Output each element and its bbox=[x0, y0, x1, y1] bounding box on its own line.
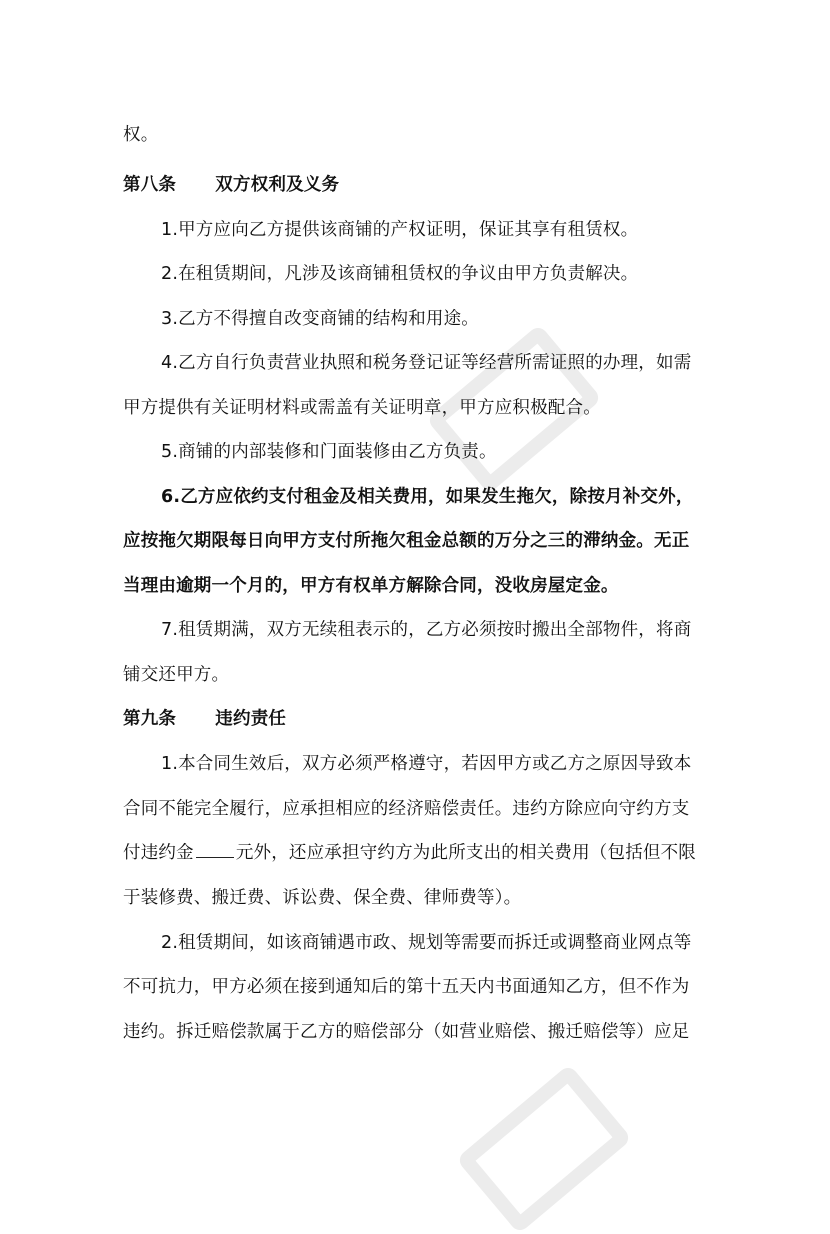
article-heading-8 bbox=[0, 173, 830, 197]
bold-paragraph-line: 6.乙方应依约支付租金及相关费用，如果发生拖欠，除按月补交外， bbox=[161, 487, 694, 507]
paragraph-line-with-blank: 付违约金 元外，还应承担守约方为此所支出的相关费用（包括但不限 bbox=[123, 843, 697, 863]
paragraph-line: 5.商铺的内部装修和门面装修由乙方负责。 bbox=[161, 442, 497, 462]
paragraph-line: 4.乙方自行负责营业执照和税务登记证等经营所需证照的办理，如需 bbox=[161, 353, 692, 373]
article-heading-9 bbox=[0, 707, 830, 731]
paragraph-line: 合同不能完全履行，应承担相应的经济赔偿责任。违约方除应向守约方支 bbox=[123, 799, 690, 819]
paragraph-line: 违约。拆迁赔偿款属于乙方的赔偿部分（如营业赔偿、搬迁赔偿等）应足 bbox=[123, 1022, 690, 1042]
paragraph-line: 3.乙方不得擅自改变商铺的结构和用途。 bbox=[161, 309, 479, 329]
article-number: 第九条 bbox=[123, 709, 177, 729]
paragraph-line: 7.租赁期满，双方无续租表示的，乙方必须按时搬出全部物件，将商 bbox=[161, 620, 692, 640]
paragraph-line: 甲方提供有关证明材料或需盖有关证明章，甲方应积极配合。 bbox=[123, 398, 601, 418]
bold-paragraph-line: 应按拖欠期限每日向甲方支付所拖欠租金总额的万分之三的滞纳金。无正 bbox=[123, 531, 690, 551]
paragraph-line: 2.租赁期间，如该商铺遇市政、规划等需要而拆迁或调整商业网点等 bbox=[161, 933, 692, 953]
paragraph-line: 1.本合同生效后，双方必须严格遵守，若因甲方或乙方之原因导致本 bbox=[161, 754, 692, 774]
bold-paragraph-line: 当理由逾期一个月的，甲方有权单方解除合同，没收房屋定金。 bbox=[123, 576, 619, 596]
article-title: 违约责任 bbox=[215, 709, 287, 729]
article-number: 第八条 bbox=[123, 175, 177, 195]
paragraph-line: 于装修费、搬迁费、诉讼费、保全费、律师费等）。 bbox=[123, 888, 522, 908]
paragraph-line: 2.在租赁期间，凡涉及该商铺租赁权的争议由甲方负责解决。 bbox=[161, 264, 639, 284]
paragraph-line: 权。 bbox=[123, 125, 159, 145]
paragraph-line: 铺交还甲方。 bbox=[123, 665, 230, 685]
paragraph-line: 不可抗力，甲方必须在接到通知后的第十五天内书面通知乙方，但不作为 bbox=[123, 977, 690, 997]
article-title: 双方权利及义务 bbox=[215, 175, 340, 195]
paragraph-line: 1.甲方应向乙方提供该商铺的产权证明，保证其享有租赁权。 bbox=[161, 220, 639, 240]
fill-in-blank[interactable] bbox=[196, 841, 234, 858]
